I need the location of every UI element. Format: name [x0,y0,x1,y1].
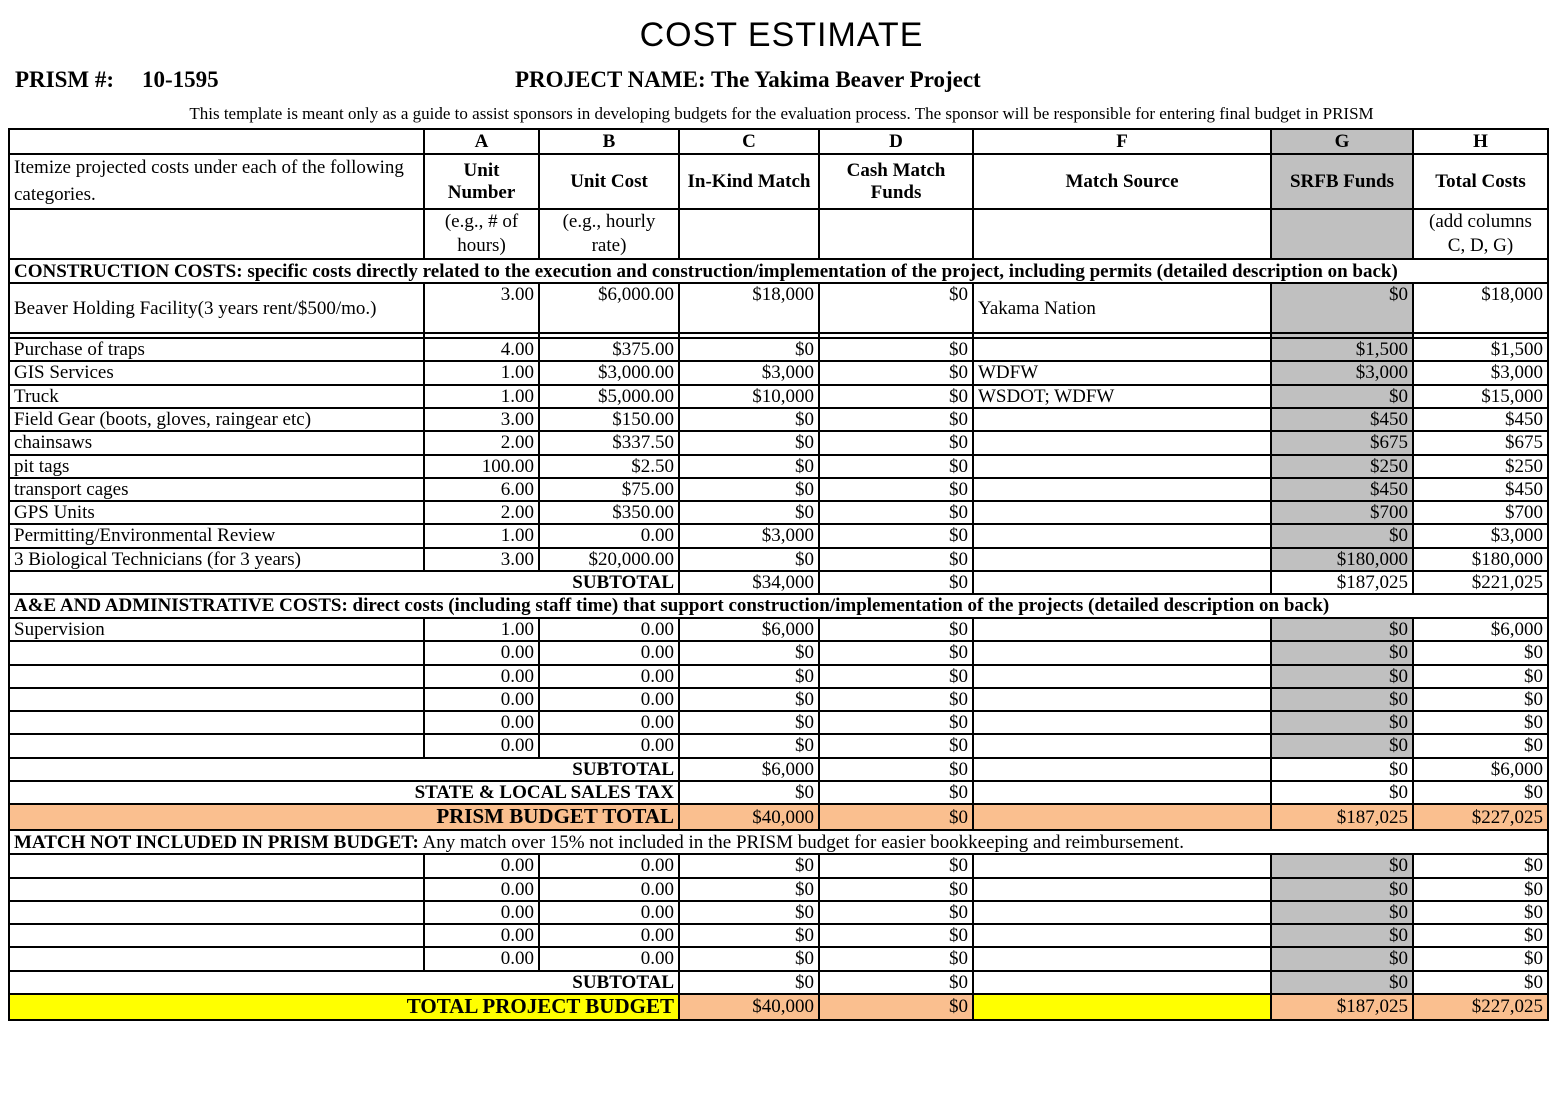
srfb-funds-cell: $450 [1271,478,1413,501]
id-row [0,67,1563,99]
column-subheaders-row [9,209,1548,259]
match-source-cell [973,571,1271,594]
match-source-cell [973,641,1271,664]
column-letter-d: D [819,129,973,154]
item-description-cell: Purchase of traps [9,338,424,361]
srfb-funds-cell: $450 [1271,408,1413,431]
page-title: COST ESTIMATE [639,16,924,54]
total-costs-cell: $0 [1413,781,1548,804]
unit-number-cell: 1.00 [424,524,539,547]
table-row [9,283,1548,333]
item-description-cell [9,665,424,688]
table-row [9,734,1548,757]
unit-number-cell: 0.00 [424,947,539,970]
unit-cost-cell: 0.00 [539,688,679,711]
cash-match-funds-cell: $0 [819,711,973,734]
cash-match-funds-cell: $0 [819,924,973,947]
total-costs-cell: $180,000 [1413,548,1548,571]
unit-number-cell: 0.00 [424,688,539,711]
header-srfb-funds: SRFB Funds [1271,154,1413,209]
cash-match-funds-cell: $0 [819,901,973,924]
cash-match-funds-cell: $0 [819,408,973,431]
srfb-funds-cell: $0 [1271,971,1413,994]
item-description-cell [9,688,424,711]
item-description-cell: 3 Biological Technicians (for 3 years) [9,548,424,571]
subheader-blank [679,209,819,259]
unit-number-cell: 0.00 [424,734,539,757]
section-description: direct costs (including staff time) that support construction/implementation of the projects (detailed description on back) [352,595,1330,617]
inkind-match-cell: $10,000 [679,385,819,408]
table-row [9,947,1548,970]
total-costs-cell: $0 [1413,641,1548,664]
srfb-funds-cell: $250 [1271,455,1413,478]
inkind-match-cell: $0 [679,901,819,924]
row-label-cell: PRISM BUDGET TOTAL [9,804,679,830]
unit-number-cell: 3.00 [424,408,539,431]
srfb-funds-cell: $0 [1271,781,1413,804]
inkind-match-cell: $0 [679,971,819,994]
total-costs-cell: $3,000 [1413,361,1548,384]
match-source-cell [973,455,1271,478]
unit-cost-cell: $375.00 [539,338,679,361]
srfb-funds-cell: $700 [1271,501,1413,524]
srfb-funds-cell: $0 [1271,901,1413,924]
unit-cost-cell: $350.00 [539,501,679,524]
table-row [9,971,1548,994]
cash-match-funds-cell: $0 [819,804,973,830]
unit-cost-cell: $3,000.00 [539,361,679,384]
inkind-match-cell: $0 [679,854,819,877]
item-description-cell: Permitting/Environmental Review [9,524,424,547]
srfb-funds-cell: $187,025 [1271,994,1413,1020]
header-inkind-match: In-Kind Match [679,154,819,209]
table-row [9,994,1548,1020]
match-source-cell: Yakama Nation [973,283,1271,333]
table-row [9,618,1548,641]
header-cash-match-funds: Cash Match Funds [819,154,973,209]
match-source-cell [973,854,1271,877]
item-description-cell: pit tags [9,455,424,478]
inkind-match-cell: $0 [679,878,819,901]
srfb-funds-cell: $0 [1271,618,1413,641]
table-row [9,338,1548,361]
total-costs-cell: $0 [1413,878,1548,901]
cash-match-funds-cell: $0 [819,478,973,501]
row-label-cell: SUBTOTAL [9,758,679,781]
unit-number-cell: 3.00 [424,283,539,333]
section-header-row [9,259,1548,283]
inkind-match-cell: $0 [679,924,819,947]
match-source-cell [973,878,1271,901]
inkind-match-cell: $0 [679,688,819,711]
cash-match-funds-cell: $0 [819,571,973,594]
item-description-cell: chainsaws [9,431,424,454]
unit-number-cell: 0.00 [424,901,539,924]
itemize-instruction: Itemize projected costs under each of the following categories. [9,154,424,209]
section-description: specific costs directly related to the execution and construction/implementation of the project, including permits (detailed description on back) [247,260,1398,282]
project-name-label: PROJECT NAME: [515,67,706,92]
total-costs-cell: $221,025 [1413,571,1548,594]
cost-table-body [9,259,1548,1020]
match-source-cell [973,501,1271,524]
column-letter-a: A [424,129,539,154]
table-row [9,501,1548,524]
inkind-match-cell: $0 [679,408,819,431]
inkind-match-cell: $0 [679,641,819,664]
header-unit-cost: Unit Cost [539,154,679,209]
table-row [9,781,1548,804]
total-costs-cell: $18,000 [1413,283,1548,333]
inkind-match-cell: $0 [679,665,819,688]
match-source-cell [973,804,1271,830]
cash-match-funds-cell: $0 [819,618,973,641]
unit-number-cell: 2.00 [424,431,539,454]
unit-number-cell: 0.00 [424,711,539,734]
srfb-funds-cell: $0 [1271,758,1413,781]
cost-estimate-table [8,128,1549,1021]
unit-cost-cell: $75.00 [539,478,679,501]
match-source-cell [973,734,1271,757]
total-costs-cell: $450 [1413,478,1548,501]
table-row [9,854,1548,877]
srfb-funds-cell: $0 [1271,947,1413,970]
column-letter-blank [9,129,424,154]
unit-cost-cell: 0.00 [539,947,679,970]
cash-match-funds-cell: $0 [819,385,973,408]
table-row [9,758,1548,781]
cash-match-funds-cell: $0 [819,361,973,384]
cash-match-funds-cell: $0 [819,455,973,478]
unit-cost-cell: 0.00 [539,665,679,688]
unit-number-cell: 2.00 [424,501,539,524]
inkind-match-cell: $0 [679,947,819,970]
item-description-cell [9,901,424,924]
match-source-cell [973,711,1271,734]
srfb-funds-cell: $675 [1271,431,1413,454]
srfb-funds-cell: $0 [1271,688,1413,711]
srfb-funds-cell: $0 [1271,734,1413,757]
table-row [9,524,1548,547]
total-costs-cell: $0 [1413,947,1548,970]
inkind-match-cell: $40,000 [679,804,819,830]
unit-number-cell: 0.00 [424,878,539,901]
item-description-cell: Field Gear (boots, gloves, raingear etc) [9,408,424,431]
srfb-funds-cell: $0 [1271,665,1413,688]
inkind-match-cell: $34,000 [679,571,819,594]
match-source-cell [973,548,1271,571]
item-description-cell [9,734,424,757]
section-title: MATCH NOT INCLUDED IN PRISM BUDGET: [14,831,419,853]
match-source-cell [973,665,1271,688]
table-row [9,455,1548,478]
section-description: Any match over 15% not included in the PRISM budget for easier bookkeeping and reimbursement. [422,831,1184,853]
unit-cost-cell: 0.00 [539,901,679,924]
unit-cost-cell: 0.00 [539,641,679,664]
cash-match-funds-cell: $0 [819,338,973,361]
table-row [9,878,1548,901]
srfb-funds-cell: $187,025 [1271,804,1413,830]
match-source-cell [973,338,1271,361]
unit-cost-cell: $150.00 [539,408,679,431]
header-total-costs: Total Costs [1413,154,1548,209]
total-costs-cell: $0 [1413,854,1548,877]
cash-match-funds-cell: $0 [819,734,973,757]
unit-number-cell: 100.00 [424,455,539,478]
inkind-match-cell: $6,000 [679,618,819,641]
cash-match-funds-cell: $0 [819,854,973,877]
header-unit-number: Unit Number [424,154,539,209]
inkind-match-cell: $0 [679,431,819,454]
table-row [9,385,1548,408]
inkind-match-cell: $0 [679,455,819,478]
table-row [9,361,1548,384]
item-description-cell [9,854,424,877]
total-costs-cell: $15,000 [1413,385,1548,408]
table-row [9,478,1548,501]
project-name-value: The Yakima Beaver Project [710,67,981,92]
unit-cost-cell: 0.00 [539,854,679,877]
match-source-cell [973,781,1271,804]
inkind-match-cell: $0 [679,711,819,734]
subheader-unit-number-example: (e.g., # of hours) [424,209,539,259]
cash-match-funds-cell: $0 [819,501,973,524]
cash-match-funds-cell: $0 [819,665,973,688]
unit-cost-cell: 0.00 [539,618,679,641]
unit-number-cell: 1.00 [424,385,539,408]
unit-cost-cell: 0.00 [539,524,679,547]
cash-match-funds-cell: $0 [819,431,973,454]
total-costs-cell: $700 [1413,501,1548,524]
inkind-match-cell: $3,000 [679,361,819,384]
unit-cost-cell: $20,000.00 [539,548,679,571]
prism-number-label: PRISM #: [15,67,115,92]
inkind-match-cell: $0 [679,338,819,361]
unit-number-cell: 4.00 [424,338,539,361]
match-source-cell [973,758,1271,781]
cash-match-funds-cell: $0 [819,548,973,571]
item-description-cell [9,947,424,970]
item-description-cell: Truck [9,385,424,408]
section-header-cell [9,830,1548,854]
total-costs-cell: $6,000 [1413,758,1548,781]
cash-match-funds-cell: $0 [819,994,973,1020]
total-costs-cell: $0 [1413,711,1548,734]
unit-cost-cell: $2.50 [539,455,679,478]
cash-match-funds-cell: $0 [819,781,973,804]
unit-number-cell: 0.00 [424,641,539,664]
srfb-funds-cell: $0 [1271,385,1413,408]
srfb-funds-cell: $3,000 [1271,361,1413,384]
unit-cost-cell: 0.00 [539,734,679,757]
srfb-funds-cell: $0 [1271,711,1413,734]
prism-number-value: 10-1595 [142,67,219,92]
match-source-cell [973,478,1271,501]
section-header-row [9,594,1548,618]
srfb-funds-cell: $180,000 [1271,548,1413,571]
total-costs-cell: $675 [1413,431,1548,454]
srfb-funds-cell: $1,500 [1271,338,1413,361]
column-letter-h: H [1413,129,1548,154]
subheader-total-costs-formula: (add columns C, D, G) [1413,209,1548,259]
cash-match-funds-cell: $0 [819,641,973,664]
unit-number-cell: 0.00 [424,854,539,877]
total-costs-cell: $450 [1413,408,1548,431]
unit-number-cell: 3.00 [424,548,539,571]
column-letter-c: C [679,129,819,154]
srfb-funds-cell: $0 [1271,524,1413,547]
section-title: A&E AND ADMINISTRATIVE COSTS: [14,595,348,617]
srfb-funds-cell: $0 [1271,854,1413,877]
inkind-match-cell: $0 [679,478,819,501]
unit-cost-cell: 0.00 [539,878,679,901]
cash-match-funds-cell: $0 [819,947,973,970]
match-source-cell: WSDOT; WDFW [973,385,1271,408]
total-costs-cell: $0 [1413,734,1548,757]
section-header-cell [9,594,1548,618]
match-source-cell [973,901,1271,924]
unit-number-cell: 1.00 [424,618,539,641]
project-name [515,67,981,93]
cash-match-funds-cell: $0 [819,283,973,333]
column-letter-f: F [973,129,1271,154]
match-source-cell [973,431,1271,454]
total-costs-cell: $1,500 [1413,338,1548,361]
match-source-cell [973,408,1271,431]
cash-match-funds-cell: $0 [819,688,973,711]
item-description-cell: GPS Units [9,501,424,524]
srfb-funds-cell: $187,025 [1271,571,1413,594]
total-costs-cell: $227,025 [1413,994,1548,1020]
item-description-cell: transport cages [9,478,424,501]
total-costs-cell: $250 [1413,455,1548,478]
unit-cost-cell: $337.50 [539,431,679,454]
total-costs-cell: $0 [1413,665,1548,688]
total-costs-cell: $6,000 [1413,618,1548,641]
item-description-cell: Beaver Holding Facility(3 years rent/$500/mo.) [9,283,424,333]
match-source-cell: WDFW [973,361,1271,384]
subheader-blank [1271,209,1413,259]
subheader-unit-cost-example: (e.g., hourly rate) [539,209,679,259]
table-row [9,571,1548,594]
match-source-cell [973,947,1271,970]
unit-cost-cell: $5,000.00 [539,385,679,408]
row-label-cell: STATE & LOCAL SALES TAX [9,781,679,804]
match-source-cell [973,924,1271,947]
subheader-blank [9,209,424,259]
inkind-match-cell: $6,000 [679,758,819,781]
inkind-match-cell: $3,000 [679,524,819,547]
srfb-funds-cell: $0 [1271,283,1413,333]
column-headers-row [9,154,1548,209]
match-source-cell [973,994,1271,1020]
row-label-cell: TOTAL PROJECT BUDGET [9,994,679,1020]
item-description-cell: Supervision [9,618,424,641]
subheader-blank [819,209,973,259]
table-row [9,548,1548,571]
total-costs-cell: $0 [1413,901,1548,924]
inkind-match-cell: $0 [679,501,819,524]
table-row [9,408,1548,431]
inkind-match-cell: $40,000 [679,994,819,1020]
inkind-match-cell: $0 [679,734,819,757]
srfb-funds-cell: $0 [1271,924,1413,947]
header-match-source: Match Source [973,154,1271,209]
unit-cost-cell: 0.00 [539,924,679,947]
subheader-blank [973,209,1271,259]
item-description-cell [9,711,424,734]
inkind-match-cell: $0 [679,548,819,571]
section-header-cell [9,259,1548,283]
item-description-cell [9,924,424,947]
column-letter-g: G [1271,129,1413,154]
unit-number-cell: 1.00 [424,361,539,384]
unit-number-cell: 0.00 [424,665,539,688]
table-row [9,901,1548,924]
template-note: This template is meant only as a guide to assist sponsors in developing budgets for the evaluation process. The sponsor will be responsible for entering final budget in PRISM [189,104,1374,123]
cash-match-funds-cell: $0 [819,878,973,901]
table-row [9,924,1548,947]
unit-number-cell: 0.00 [424,924,539,947]
cash-match-funds-cell: $0 [819,758,973,781]
table-row [9,688,1548,711]
item-description-cell [9,878,424,901]
total-costs-cell: $227,025 [1413,804,1548,830]
total-costs-cell: $0 [1413,971,1548,994]
column-letters-row [9,129,1548,154]
table-row [9,804,1548,830]
match-source-cell [973,688,1271,711]
inkind-match-cell: $0 [679,781,819,804]
section-title: CONSTRUCTION COSTS: [14,260,243,282]
section-header-row [9,830,1548,854]
row-label-cell: SUBTOTAL [9,571,679,594]
srfb-funds-cell: $0 [1271,641,1413,664]
inkind-match-cell: $18,000 [679,283,819,333]
unit-number-cell: 6.00 [424,478,539,501]
match-source-cell [973,971,1271,994]
column-letter-b: B [539,129,679,154]
row-label-cell: SUBTOTAL [9,971,679,994]
cash-match-funds-cell: $0 [819,524,973,547]
unit-cost-cell: $6,000.00 [539,283,679,333]
total-costs-cell: $0 [1413,924,1548,947]
cash-match-funds-cell: $0 [819,971,973,994]
table-row [9,711,1548,734]
unit-cost-cell: 0.00 [539,711,679,734]
match-source-cell [973,618,1271,641]
table-row [9,431,1548,454]
table-row [9,665,1548,688]
srfb-funds-cell: $0 [1271,878,1413,901]
total-costs-cell: $3,000 [1413,524,1548,547]
total-costs-cell: $0 [1413,688,1548,711]
match-source-cell [973,524,1271,547]
item-description-cell: GIS Services [9,361,424,384]
table-row [9,641,1548,664]
item-description-cell [9,641,424,664]
